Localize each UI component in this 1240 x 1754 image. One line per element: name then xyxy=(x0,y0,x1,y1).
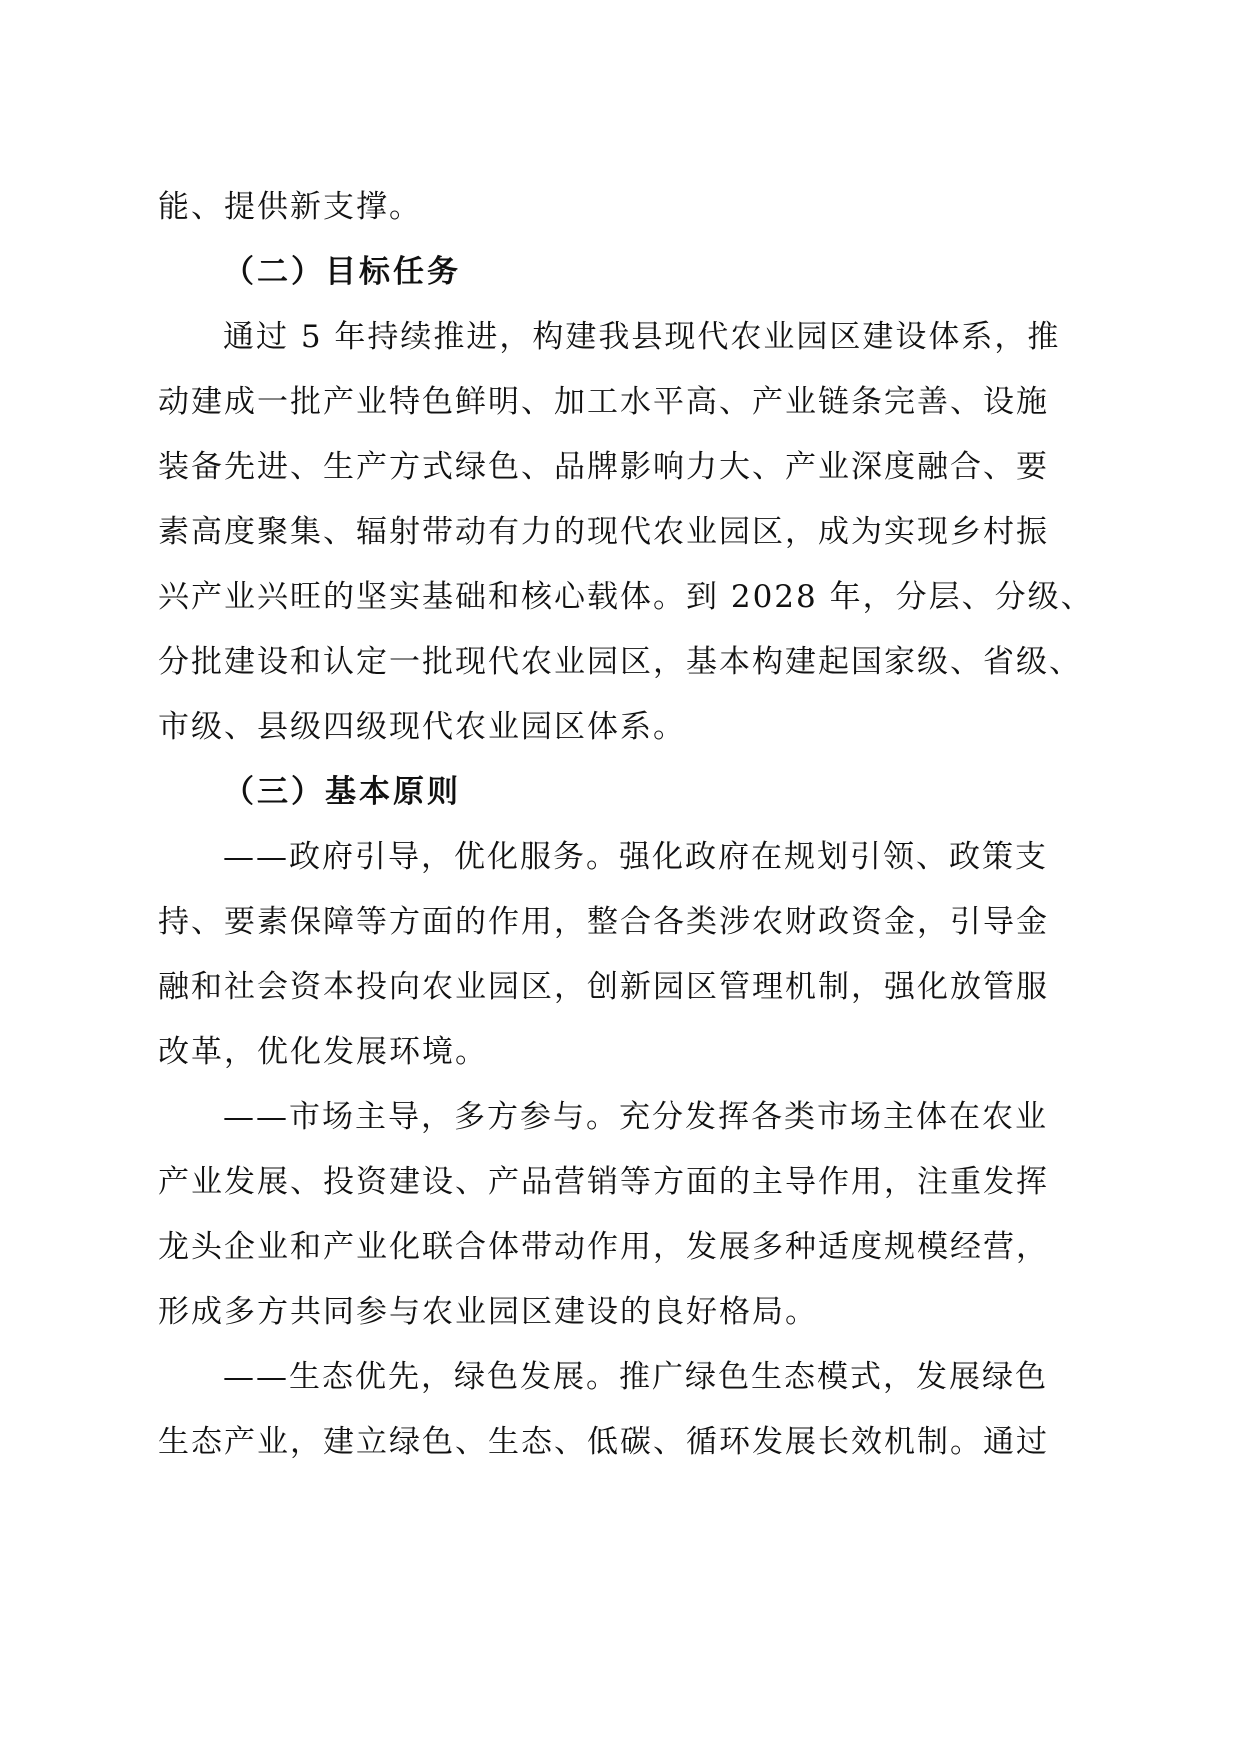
section-heading-principles: （三）基本原则 xyxy=(223,774,461,810)
paragraph-line: ——市场主导，多方参与。充分发挥各类市场主体在农业 xyxy=(223,1099,1048,1135)
paragraph-line: 通过 5 年持续推进，构建我县现代农业园区建设体系，推 xyxy=(223,319,1061,355)
paragraph-line: ——政府引导，优化服务。强化政府在规划引领、政策支 xyxy=(223,839,1048,875)
paragraph-line: 融和社会资本投向农业园区，创新园区管理机制，强化放管服 xyxy=(158,969,1049,1005)
paragraph-line: 分批建设和认定一批现代农业园区，基本构建起国家级、省级、 xyxy=(158,644,1082,680)
paragraph-line: 龙头企业和产业化联合体带动作用，发展多种适度规模经营， xyxy=(158,1229,1049,1265)
paragraph-line: 兴产业兴旺的坚实基础和核心载体。到 2028 年，分层、分级、 xyxy=(158,579,1094,615)
paragraph-line: 产业发展、投资建设、产品营销等方面的主导作用，注重发挥 xyxy=(158,1164,1049,1200)
paragraph-line: 市级、县级四级现代农业园区体系。 xyxy=(158,709,686,745)
section-heading-goals: （二）目标任务 xyxy=(223,254,461,290)
paragraph-line: 装备先进、生产方式绿色、品牌影响力大、产业深度融合、要 xyxy=(158,449,1049,485)
paragraph-line: ——生态优先，绿色发展。推广绿色生态模式，发展绿色 xyxy=(223,1359,1048,1395)
paragraph-line: 生态产业，建立绿色、生态、低碳、循环发展长效机制。通过 xyxy=(158,1424,1049,1460)
paragraph-line: 改革，优化发展环境。 xyxy=(158,1034,488,1070)
paragraph-line: 持、要素保障等方面的作用，整合各类涉农财政资金，引导金 xyxy=(158,904,1049,940)
paragraph-line: 素高度聚集、辐射带动有力的现代农业园区，成为实现乡村振 xyxy=(158,514,1049,550)
paragraph-line: 形成多方共同参与农业园区建设的良好格局。 xyxy=(158,1294,818,1330)
paragraph-line: 动建成一批产业特色鲜明、加工水平高、产业链条完善、设施 xyxy=(158,384,1049,420)
paragraph-line: 能、提供新支撑。 xyxy=(158,189,422,225)
